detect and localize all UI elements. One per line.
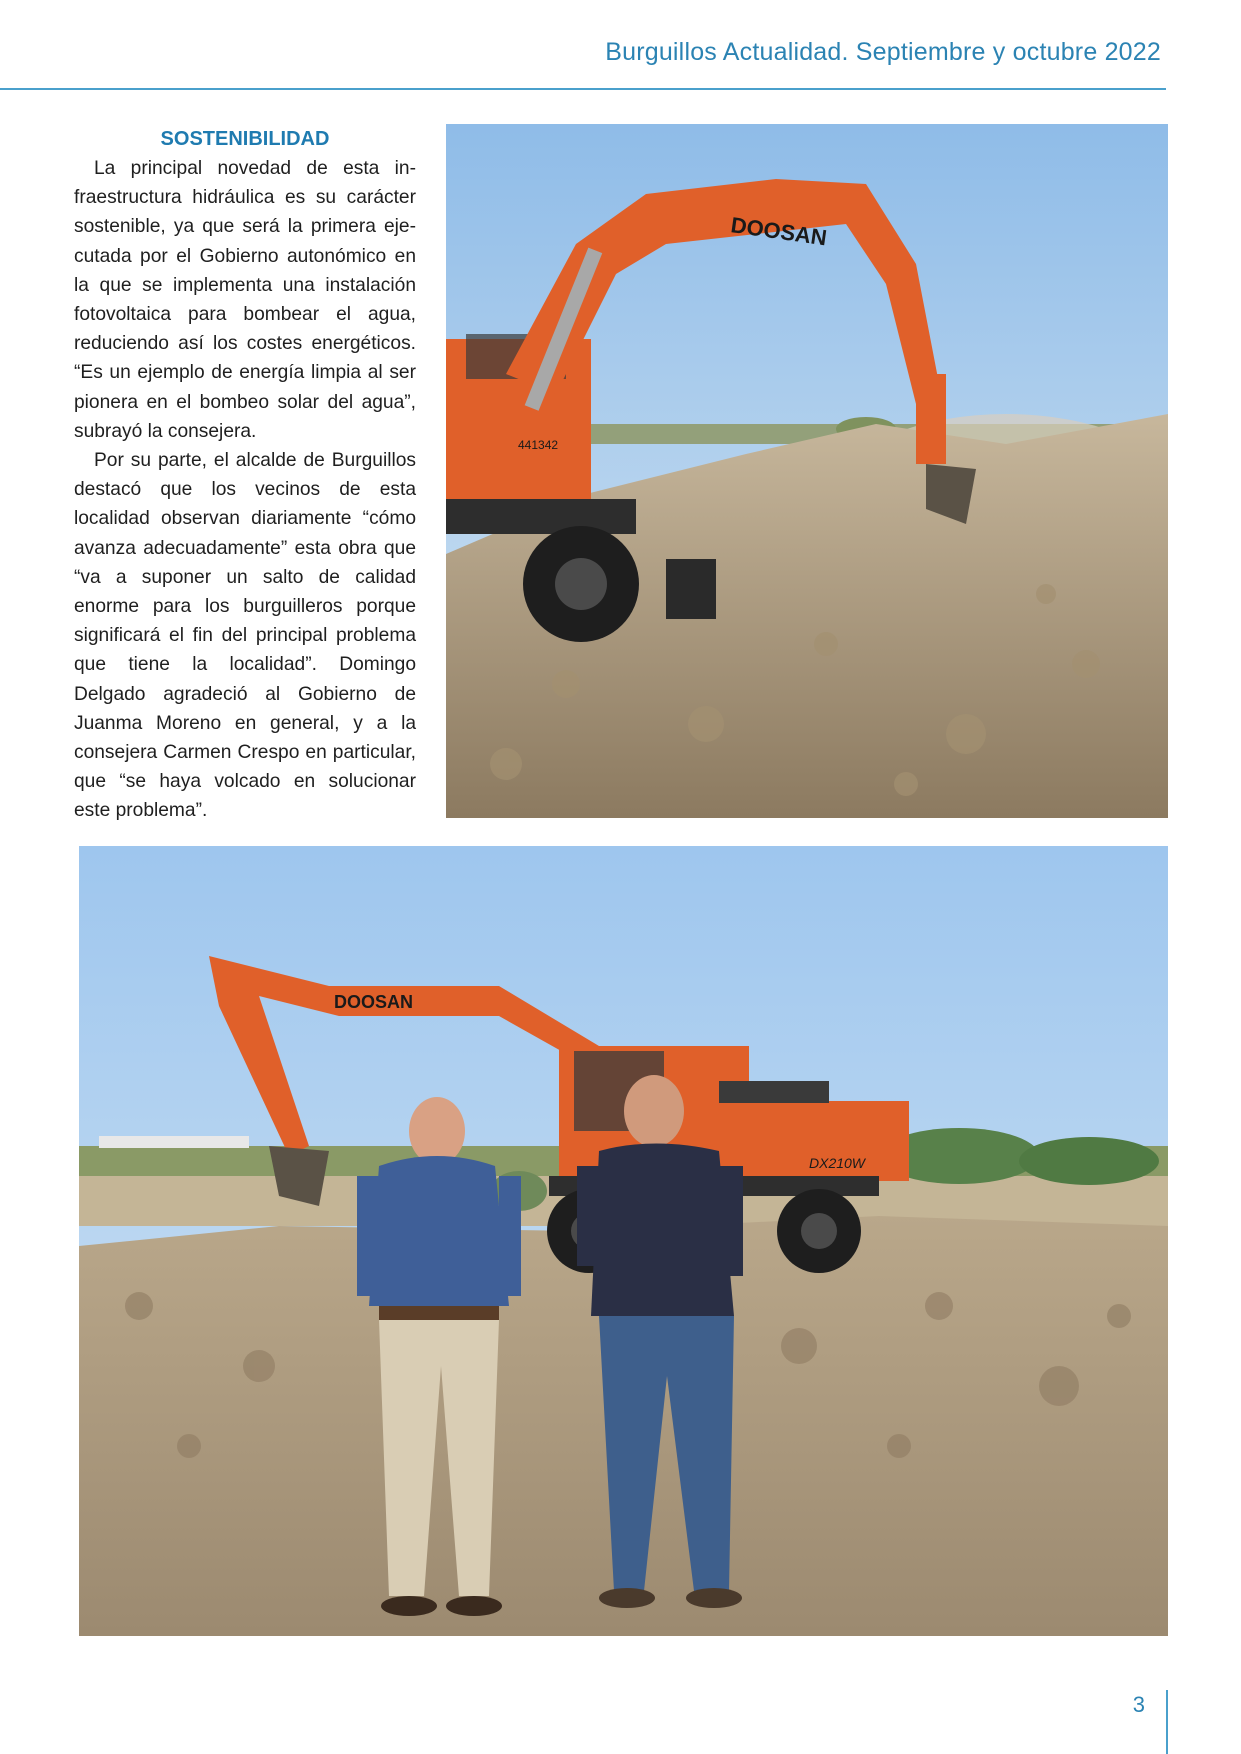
excavator-photo-illustration	[446, 124, 1168, 818]
article-paragraph-2: Por su parte, el alcalde de Burguillos destacó que los vecinos de esta localidad observan diariamente “cómo avanza adecuadamente” esta obra que “va a suponer un salto de calidad enorme para los burguilleros porque significará el fin del principal problema que tiene la localidad”. Domingo Delgado agradeció al Gobierno de Juanma Moreno en general, y a la consejera Carmen Crespo en particular, que “se haya volcado en solucionar este problema”.	[74, 450, 416, 822]
excavator-unit-number: 441342	[518, 438, 559, 452]
article-paragraph-1: La principal novedad de esta infraestructura hidráulica es su carácter sostenible, ya que será la primera ejecutada por el Gobierno autonómico en la que se implementa una instalación fotovoltaica para bombear el agua, reduciendo así los costes energéticos. “Es un ejemplo de energía limpia al ser pionera en el bombeo solar del agua”, subrayó la consejera.	[74, 158, 416, 442]
excavator-model-label: DX210W	[809, 1155, 866, 1171]
footer-rule	[1166, 1690, 1168, 1754]
page-number: 3	[1132, 1692, 1145, 1717]
section-heading: SOSTENIBILIDAD	[160, 128, 330, 150]
excavator-brand-label: DOOSAN	[729, 212, 829, 251]
excavator-photo	[446, 124, 1168, 818]
article-column	[74, 125, 416, 826]
header-rule	[0, 88, 1166, 90]
publication-title: Burguillos Actualidad. Septiembre y octubre 2022	[605, 38, 1161, 66]
site-visit-photo	[79, 846, 1168, 1636]
site-visit-photo-illustration	[79, 846, 1168, 1636]
excavator-brand-label-bottom: DOOSAN	[334, 992, 414, 1012]
